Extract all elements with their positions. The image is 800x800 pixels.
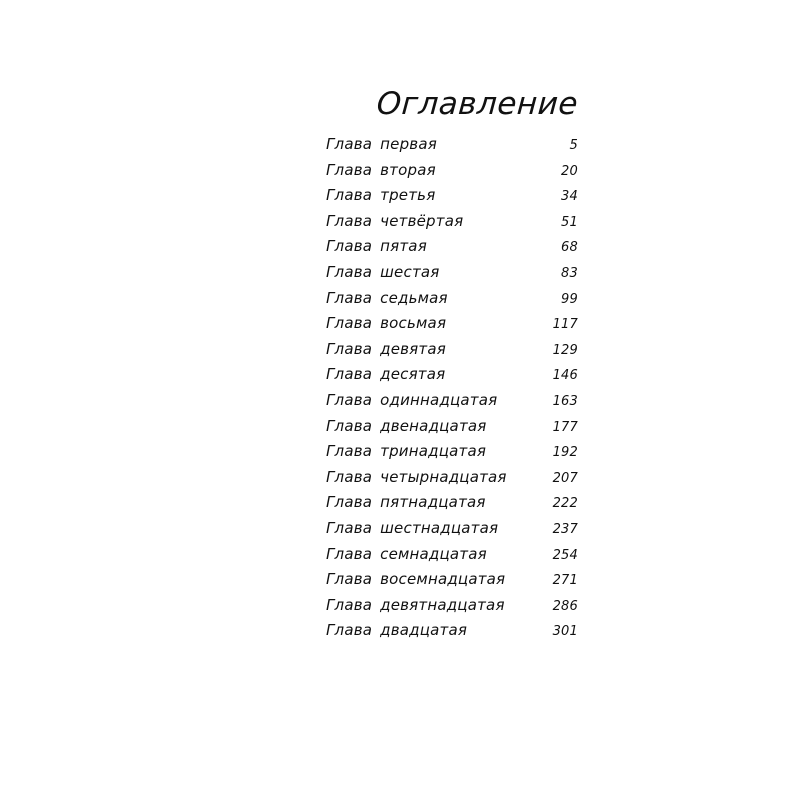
toc-entry[interactable]: [326, 567, 578, 593]
toc-entry[interactable]: [326, 234, 578, 260]
toc-entry-label: Глава девятнадцатая: [326, 595, 505, 614]
toc-entry-label: Глава девятая: [326, 339, 446, 358]
table-of-contents: [326, 86, 578, 644]
toc-entry-label: Глава четырнадцатая: [326, 467, 507, 486]
toc-entry-label: Глава первая: [326, 135, 437, 153]
toc-entry-label: Глава одиннадцатая: [326, 390, 498, 409]
toc-entry[interactable]: [326, 260, 578, 286]
toc-entry-page-number: 34: [561, 189, 578, 205]
toc-entry[interactable]: [326, 516, 578, 542]
toc-entry-page-number: 271: [552, 573, 578, 589]
toc-entry[interactable]: [326, 337, 578, 363]
toc-entry[interactable]: [326, 618, 578, 644]
toc-entry-page-number: 117: [552, 317, 578, 333]
toc-entry-label: Глава семнадцатая: [326, 544, 487, 563]
toc-entry[interactable]: [326, 542, 578, 568]
toc-entry-page-number: 286: [552, 598, 578, 614]
toc-entry-label: Глава шестая: [326, 262, 440, 281]
toc-entry[interactable]: [326, 209, 578, 235]
toc-entry-page-number: 129: [552, 342, 578, 358]
toc-entry[interactable]: [326, 388, 578, 414]
toc-entry-label: Глава вторая: [326, 160, 436, 179]
toc-entry-page-number: 68: [561, 240, 578, 256]
toc-entry-label: Глава шестнадцатая: [326, 518, 499, 537]
toc-entry[interactable]: [326, 286, 578, 312]
toc-entry-page-number: 301: [552, 624, 578, 640]
toc-entry-label: Глава четвёртая: [326, 211, 464, 230]
toc-entry-page-number: 177: [552, 419, 578, 435]
toc-entry[interactable]: [326, 490, 578, 516]
toc-entry-page-number: 237: [552, 521, 578, 537]
toc-entry-page-number: 20: [561, 163, 578, 179]
toc-entry[interactable]: [326, 593, 578, 619]
toc-entry-label: Глава восьмая: [326, 314, 447, 333]
toc-entry-label: Глава седьмая: [326, 288, 448, 307]
toc-entry[interactable]: [326, 132, 578, 158]
toc-entry[interactable]: [326, 183, 578, 209]
toc-entry[interactable]: [326, 414, 578, 440]
toc-entry-page-number: 163: [552, 393, 578, 409]
toc-entry[interactable]: [326, 362, 578, 388]
toc-entry-page-number: 192: [552, 445, 578, 461]
toc-entry-label: Глава восемнадцатая: [326, 570, 506, 589]
toc-entry-label: Глава третья: [326, 186, 436, 205]
toc-entry-page-number: 51: [561, 214, 578, 230]
toc-entry-page-number: 207: [552, 470, 578, 486]
toc-entry[interactable]: [326, 158, 578, 184]
toc-entry-page-number: 222: [552, 496, 578, 512]
toc-entry[interactable]: [326, 439, 578, 465]
toc-entry-label: Глава двадцатая: [326, 621, 468, 640]
toc-entry[interactable]: [326, 311, 578, 337]
toc-entry-page-number: 254: [552, 547, 578, 563]
toc-entry-label: Глава пятая: [326, 237, 427, 256]
toc-entry-page-number: 83: [561, 265, 578, 281]
toc-entry-page-number: 99: [561, 291, 578, 307]
toc-entry-page-number: 146: [552, 368, 578, 384]
toc-entry[interactable]: [326, 465, 578, 491]
toc-list: [326, 132, 578, 644]
toc-entry-label: Глава тринадцатая: [326, 442, 487, 461]
toc-entry-label: Глава двенадцатая: [326, 416, 487, 435]
toc-title: Оглавление: [375, 86, 580, 122]
toc-entry-page-number: 5: [569, 138, 578, 153]
toc-entry-label: Глава десятая: [326, 365, 446, 384]
toc-entry-label: Глава пятнадцатая: [326, 493, 486, 512]
